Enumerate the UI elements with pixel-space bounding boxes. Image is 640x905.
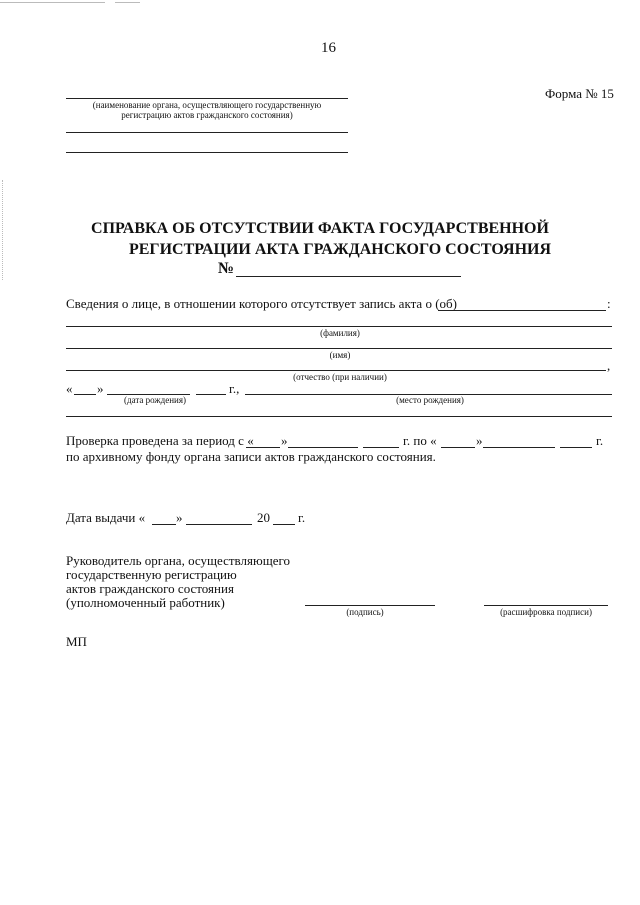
check-end: г. xyxy=(596,433,604,448)
issue-date-label: Дата выдачи « xyxy=(66,510,146,525)
birth-quote-open: « xyxy=(66,381,73,396)
birth-day-line xyxy=(74,394,96,395)
document-title-line-2: РЕГИСТРАЦИИ АКТА ГРАЖДАНСКОГО СОСТОЯНИЯ xyxy=(128,241,552,258)
organ-caption-1: (наименование органа, осуществляющего государственную xyxy=(92,100,322,110)
name-line xyxy=(66,348,612,349)
surname-line xyxy=(66,326,612,327)
issue-month-line xyxy=(186,524,252,525)
signature-line xyxy=(305,605,435,606)
caption-signature-decode: (расшифровка подписи) xyxy=(500,607,592,617)
info-colon: : xyxy=(607,296,611,311)
issue-day-line xyxy=(152,524,176,525)
check-to-month-line xyxy=(483,447,555,448)
birth-place-line-2 xyxy=(66,416,612,417)
info-intro: Сведения о лице, в отношении которого отсутствует запись акта о (об) xyxy=(66,296,457,311)
issue-quote-close: » xyxy=(176,510,183,525)
check-to-quote-close: » xyxy=(476,433,483,448)
issue-year-line xyxy=(273,524,295,525)
check-to-year-line xyxy=(560,447,592,448)
organ-name-line-3 xyxy=(66,152,348,153)
patronymic-comma: , xyxy=(607,358,611,373)
organ-name-line-2 xyxy=(66,132,348,133)
check-period-text: Проверка проведена за период с « xyxy=(66,433,254,448)
caption-signature: (подпись) xyxy=(346,607,384,617)
caption-name: (имя) xyxy=(329,350,351,360)
check-to-day-line xyxy=(441,447,475,448)
check-from-quote-close: » xyxy=(281,433,288,448)
birth-year-suffix: г., xyxy=(229,381,240,396)
organ-name-line xyxy=(66,98,348,99)
head-title-2: государственную регистрацию xyxy=(66,567,237,582)
act-type-line xyxy=(438,310,606,311)
head-title-1: Руководитель органа, осуществляющего xyxy=(66,553,290,568)
check-from-year-line xyxy=(363,447,399,448)
scan-edge-top-2 xyxy=(115,2,140,3)
caption-patronymic: (отчество (при наличии) xyxy=(293,372,387,382)
caption-birth-place: (место рождения) xyxy=(396,395,464,405)
check-year-to: г. по « xyxy=(403,433,437,448)
number-sign: № xyxy=(218,260,235,277)
issue-year-end: г. xyxy=(298,510,306,525)
caption-birth-date: (дата рождения) xyxy=(124,395,186,405)
form-label: Форма № 15 xyxy=(545,86,614,101)
head-title-4: (уполномоченный работник) xyxy=(66,595,225,610)
head-title-3: актов гражданского состояния xyxy=(66,581,234,596)
signature-decode-line xyxy=(484,605,608,606)
caption-surname: (фамилия) xyxy=(320,328,360,338)
archive-text: по архивному фонду органа записи актов гражданского состояния. xyxy=(66,449,436,464)
patronymic-line xyxy=(66,370,606,371)
certificate-number-line xyxy=(236,276,461,277)
document-title-line-1: СПРАВКА ОБ ОТСУТСТВИИ ФАКТА ГОСУДАРСТВЕННОЙ xyxy=(91,220,549,237)
scan-edge-top xyxy=(0,2,105,3)
page-number: 16 xyxy=(321,40,336,56)
check-from-day-line xyxy=(246,447,280,448)
check-from-month-line xyxy=(288,447,358,448)
issue-year-prefix: 20 xyxy=(257,510,270,525)
organ-caption-2: регистрацию актов гражданского состояния) xyxy=(121,110,293,120)
stamp-place: МП xyxy=(66,634,87,649)
birth-quote-close: » xyxy=(97,381,104,396)
